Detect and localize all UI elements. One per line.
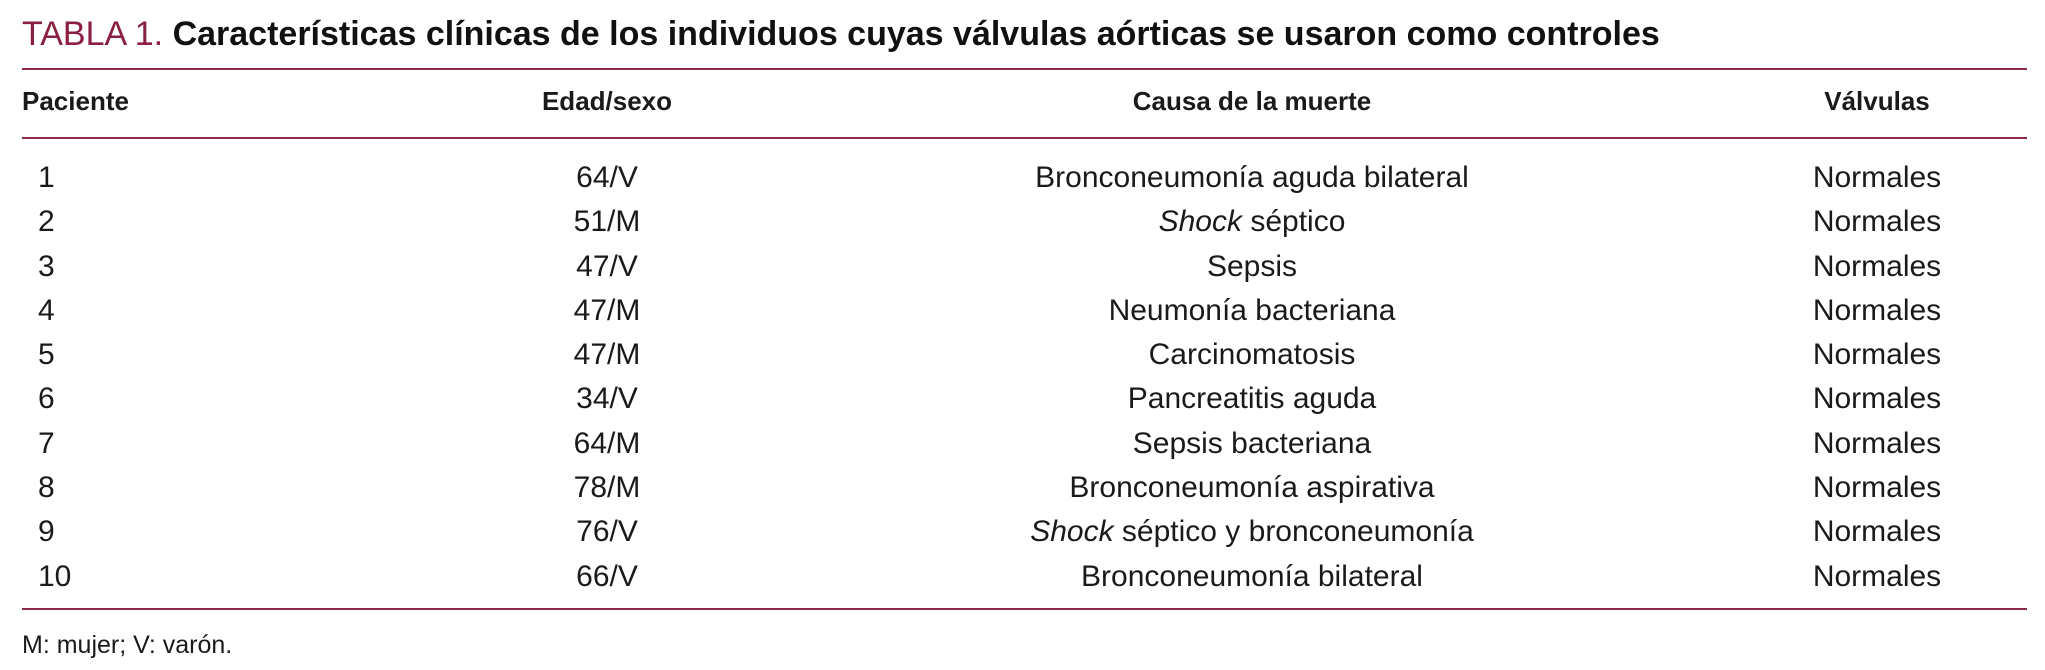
cell-edad-sexo: 47/M — [573, 293, 641, 327]
cell-causa-text: Sepsis — [1206, 249, 1298, 283]
table-body — [22, 156, 2027, 599]
table-row — [22, 156, 2027, 200]
cell-causa — [902, 200, 1602, 244]
cell-valvulas: Normales — [1812, 249, 1942, 283]
table-label: TABLA 1. — [22, 15, 164, 53]
cell-paciente: 1 — [38, 161, 55, 194]
top-rule — [22, 68, 2027, 70]
table-row — [22, 377, 2027, 421]
cell-causa — [902, 466, 1602, 510]
table-row — [22, 510, 2027, 554]
table-row — [22, 555, 2027, 599]
cell-valvulas: Normales — [1812, 293, 1942, 327]
table-header — [22, 86, 2027, 122]
cell-causa-text: Pancreatitis aguda — [1127, 382, 1377, 416]
cell-causa-text: Bronconeumonía aspirativa — [1069, 471, 1435, 505]
cell-paciente: 3 — [38, 249, 55, 283]
header-edad-sexo: Edad/sexo — [541, 86, 673, 116]
cell-valvulas: Normales — [1812, 205, 1942, 239]
cell-causa — [902, 333, 1602, 377]
cell-causa — [902, 510, 1602, 554]
cell-causa-text: Bronconeumonía bilateral — [1081, 559, 1423, 593]
table-caption: Características clínicas de los individuos cuyas válvulas aórticas se usaron como controles — [172, 15, 1660, 53]
cell-edad-sexo: 47/V — [576, 249, 638, 283]
cell-edad-sexo: 51/M — [573, 205, 641, 239]
cell-causa — [902, 555, 1602, 599]
table-row — [22, 200, 2027, 244]
cell-causa-italic: Shock — [1030, 515, 1114, 549]
cell-causa-text: Carcinomatosis — [1148, 338, 1356, 372]
cell-paciente: 7 — [38, 426, 55, 460]
cell-valvulas: Normales — [1812, 471, 1942, 505]
cell-causa-text: Sepsis bacteriana — [1132, 426, 1372, 460]
cell-causa — [902, 156, 1602, 200]
cell-valvulas: Normales — [1812, 338, 1942, 372]
table-title — [22, 10, 1660, 58]
cell-paciente: 4 — [38, 293, 55, 327]
cell-paciente: 8 — [38, 471, 55, 505]
table-row — [22, 245, 2027, 289]
cell-causa — [902, 422, 1602, 466]
cell-causa-text: Neumonía bacteriana — [1108, 293, 1396, 327]
table-row — [22, 422, 2027, 466]
cell-valvulas: Normales — [1812, 382, 1942, 416]
cell-valvulas: Normales — [1812, 559, 1942, 593]
cell-causa-italic: Shock — [1158, 205, 1242, 239]
cell-causa-text: séptico — [1242, 205, 1346, 239]
cell-valvulas: Normales — [1812, 515, 1942, 549]
cell-paciente: 9 — [38, 515, 55, 549]
header-valvulas: Válvulas — [1824, 86, 1930, 116]
cell-causa — [902, 377, 1602, 421]
cell-causa — [902, 245, 1602, 289]
cell-edad-sexo: 64/M — [573, 426, 641, 460]
cell-edad-sexo: 66/V — [576, 559, 638, 593]
table-row — [22, 466, 2027, 510]
header-paciente: Paciente — [22, 86, 129, 116]
cell-edad-sexo: 47/M — [573, 338, 641, 372]
cell-paciente: 10 — [38, 559, 72, 593]
table-row — [22, 289, 2027, 333]
cell-edad-sexo: 78/M — [573, 471, 641, 505]
footnote: M: mujer; V: varón. — [22, 631, 233, 659]
cell-paciente: 2 — [38, 205, 55, 239]
bottom-rule — [22, 608, 2027, 610]
header-rule — [22, 137, 2027, 139]
cell-causa-text: séptico y bronconeumonía — [1113, 515, 1474, 549]
cell-valvulas: Normales — [1812, 161, 1942, 194]
cell-edad-sexo: 34/V — [576, 382, 638, 416]
cell-edad-sexo: 76/V — [576, 515, 638, 549]
cell-paciente: 5 — [38, 338, 55, 372]
cell-causa-text: Bronconeumonía aguda bilateral — [1035, 161, 1469, 194]
cell-valvulas: Normales — [1812, 426, 1942, 460]
cell-causa — [902, 289, 1602, 333]
cell-paciente: 6 — [38, 382, 55, 416]
header-causa: Causa de la muerte — [1132, 86, 1372, 116]
cell-edad-sexo: 64/V — [576, 161, 638, 194]
table-row — [22, 333, 2027, 377]
